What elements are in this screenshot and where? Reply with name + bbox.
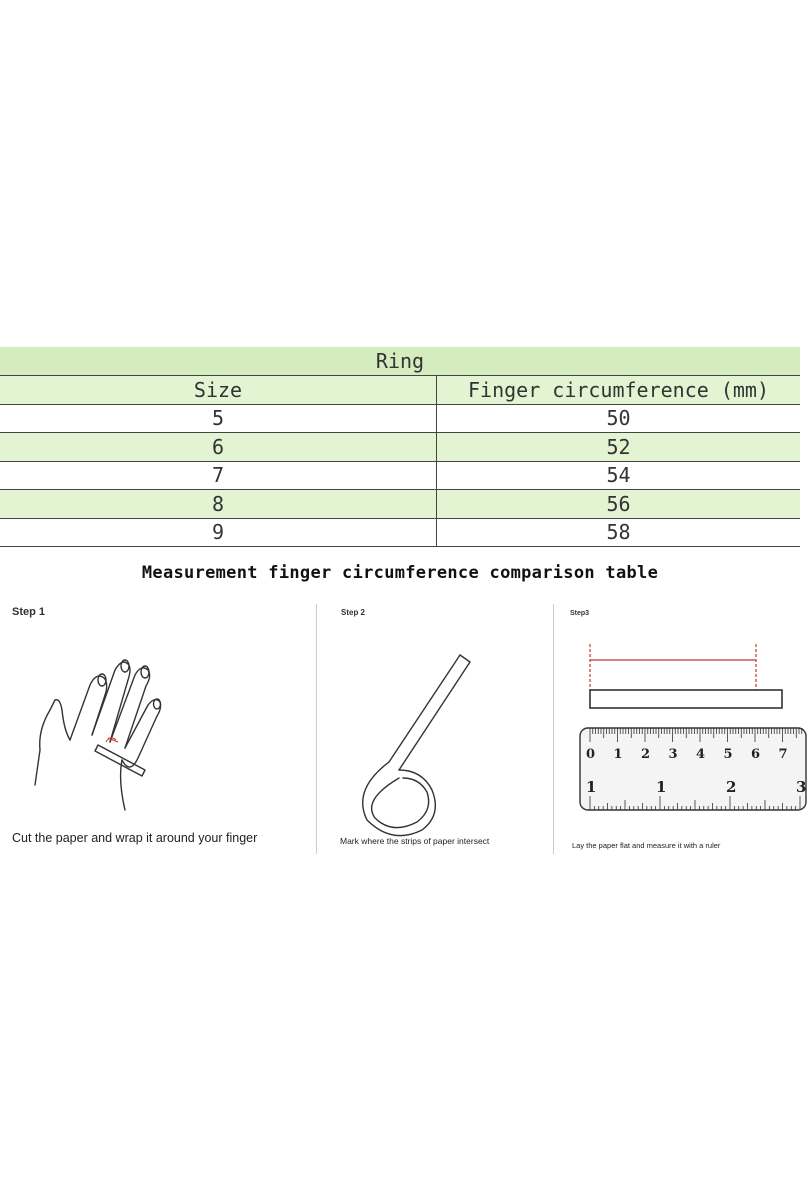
ruler-inch-label: 1 [656,778,667,796]
size-cell: 6 [0,433,437,462]
table-row [0,461,800,490]
ruler-icon [578,726,808,812]
circumference-cell: 54 [437,461,801,490]
ruler-cm-label: 4 [696,747,706,762]
step-1-caption: Cut the paper and wrap it around your finger [12,831,258,845]
ruler-inch-label: 2 [726,778,737,796]
step-2-label: Step 2 [341,608,366,617]
paper-strip [590,690,782,708]
header-circumference: Finger circumference (mm) [437,376,801,405]
table-title: Ring [0,347,800,376]
ruler-cm-label: 0 [586,747,596,762]
size-cell: 5 [0,404,437,433]
circumference-cell: 58 [437,518,801,547]
circumference-cell: 50 [437,404,801,433]
table-row [0,404,800,433]
step-3-caption: Lay the paper flat and measure it with a ruler [572,841,721,850]
ruler-cm-label: 6 [751,747,761,762]
measure-bracket-icon [584,640,794,720]
ruler-cm-label: 5 [723,747,733,762]
step-1-panel [0,600,316,855]
ruler-cm-label: 3 [668,747,678,762]
step-2-caption: Mark where the strips of paper intersect [340,836,490,846]
circumference-cell: 52 [437,433,801,462]
step-3-label: Step3 [570,610,590,617]
table-row [0,490,800,519]
table-title-row [0,347,800,376]
hand-wrap-icon [10,630,190,820]
table-header-row [0,376,800,405]
ruler-cm-label: 7 [778,747,788,762]
measurement-heading: Measurement finger circumference comparison table [141,563,659,583]
ring-size-table [0,347,800,547]
step-1-label: Step 1 [12,606,46,618]
circumference-cell: 56 [437,490,801,519]
table-row [0,518,800,547]
step-3-panel [554,600,807,855]
table-row [0,433,800,462]
size-cell: 7 [0,461,437,490]
paper-loop-icon [347,650,487,830]
ruler-inch-label: 3 [796,778,807,796]
header-size: Size [0,376,437,405]
ruler-inch-label: 1 [586,778,597,796]
size-cell: 9 [0,518,437,547]
ruler-cm-label: 2 [641,747,651,762]
step-2-panel [317,600,553,855]
size-cell: 8 [0,490,437,519]
ruler-cm-label: 1 [613,747,623,762]
